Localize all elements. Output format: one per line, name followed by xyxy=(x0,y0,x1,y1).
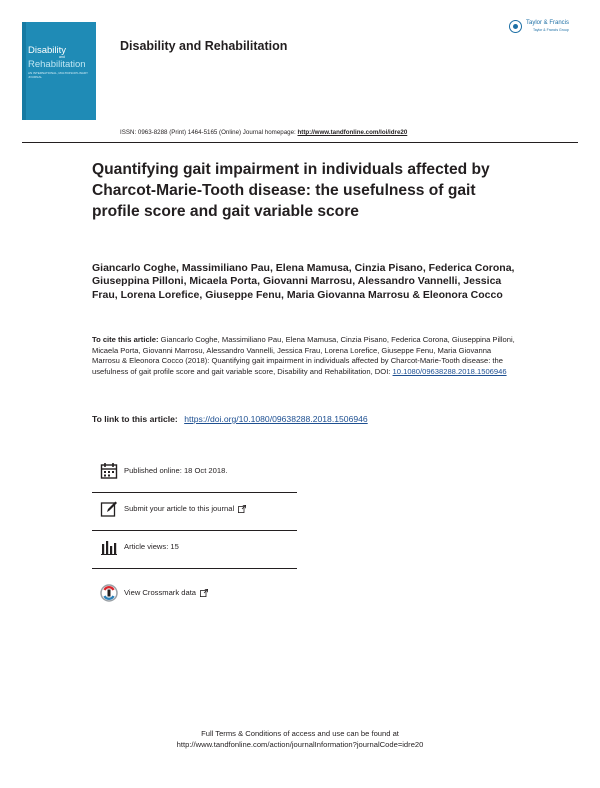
cover-title-line2: Rehabilitation xyxy=(28,59,86,70)
article-link-line xyxy=(92,414,368,424)
footer xyxy=(0,728,600,750)
cover-tagline: AN INTERNATIONAL, MULTIDISCIPLINARY JOURNAL xyxy=(28,71,88,79)
submit-article-text[interactable]: Submit your article to this journal xyxy=(124,504,235,513)
published-row xyxy=(100,462,296,482)
issn-line xyxy=(120,129,407,136)
crossmark-link[interactable] xyxy=(124,588,208,597)
crossmark-text[interactable]: View Crossmark data xyxy=(124,588,197,597)
article-doi-url[interactable]: https://doi.org/10.1080/09638288.2018.1506946 xyxy=(184,414,368,424)
header-divider xyxy=(22,142,578,143)
journal-name: Disability and Rehabilitation xyxy=(120,39,288,53)
article-views: Article views: 15 xyxy=(124,542,179,551)
article-authors: Giancarlo Coghe, Massimiliano Pau, Elena Mamusa, Cinzia Pisano, Federica Corona, Giuseppina Pilloni, Micaela Porta, Giovanni Marrosu, Alessandro Vannelli, Jessica Frau, Lorena Lorefice, Giuseppe Fenu, Maria Giovanna Marrosu & Eleonora Cocco xyxy=(92,262,515,301)
footer-terms-url[interactable]: http://www.tandfonline.com/action/journalInformation?journalCode=idre20 xyxy=(176,740,424,749)
journal-cover xyxy=(22,22,96,120)
issn-text: ISSN: 0963-8288 (Print) 1464-5165 (Online) Journal homepage: xyxy=(120,129,296,136)
crossmark-row[interactable] xyxy=(100,584,296,604)
edit-icon xyxy=(100,500,118,518)
citation-label: To cite this article: xyxy=(92,335,159,344)
publisher-name: Taylor & Francis xyxy=(526,20,570,26)
submit-article-row[interactable] xyxy=(100,500,296,520)
publisher-group: Taylor & Francis Group xyxy=(533,28,569,32)
cover-title-line1: Disability xyxy=(28,45,67,56)
info-divider-3 xyxy=(92,568,297,569)
external-link-icon xyxy=(238,505,246,513)
submit-article-link[interactable] xyxy=(124,504,246,513)
journal-homepage-link[interactable]: http://www.tandfonline.com/loi/idre20 xyxy=(297,129,408,136)
citation-doi-link[interactable]: 10.1080/09638288.2018.1506946 xyxy=(392,367,507,377)
article-title: Quantifying gait impairment in individuals affected by Charcot-Marie-Tooth disease: the usefulness of gait profile score and gait variable score xyxy=(92,161,490,220)
calendar-icon xyxy=(100,462,118,480)
citation-text: Giancarlo Coghe, Massimiliano Pau, Elena Mamusa, Cinzia Pisano, Federica Corona, Giuseppina Pilloni, Micaela Porta, Giovanni Marrosu, Alessandro Vannelli, Jessica Frau, Lorena Lorefice, Giuseppe Fenu, Maria Giovanna Marrosu & Eleonora Cocco (2018): Quantifying gait impairment in individuals affected by Charcot-Marie-Tooth disease: the usefulness of gait profile score and gait variable score, Disability and Rehabilitation, DOI: xyxy=(92,335,515,377)
info-divider-1 xyxy=(92,492,297,493)
cover-title-and: and xyxy=(59,55,65,59)
info-divider-2 xyxy=(92,530,297,531)
published-date: Published online: 18 Oct 2018. xyxy=(124,466,228,475)
citation-block xyxy=(92,335,517,378)
bar-chart-icon xyxy=(100,538,118,556)
cover-stripe xyxy=(22,22,26,120)
footer-terms-text: Full Terms & Conditions of access and use can be found at xyxy=(201,729,399,738)
crossmark-icon xyxy=(100,584,118,602)
article-link-label: To link to this article: xyxy=(92,414,178,424)
publisher-logo xyxy=(509,19,581,39)
article-views-row xyxy=(100,538,296,558)
publisher-logo-icon xyxy=(509,20,522,33)
external-link-icon xyxy=(200,589,208,597)
